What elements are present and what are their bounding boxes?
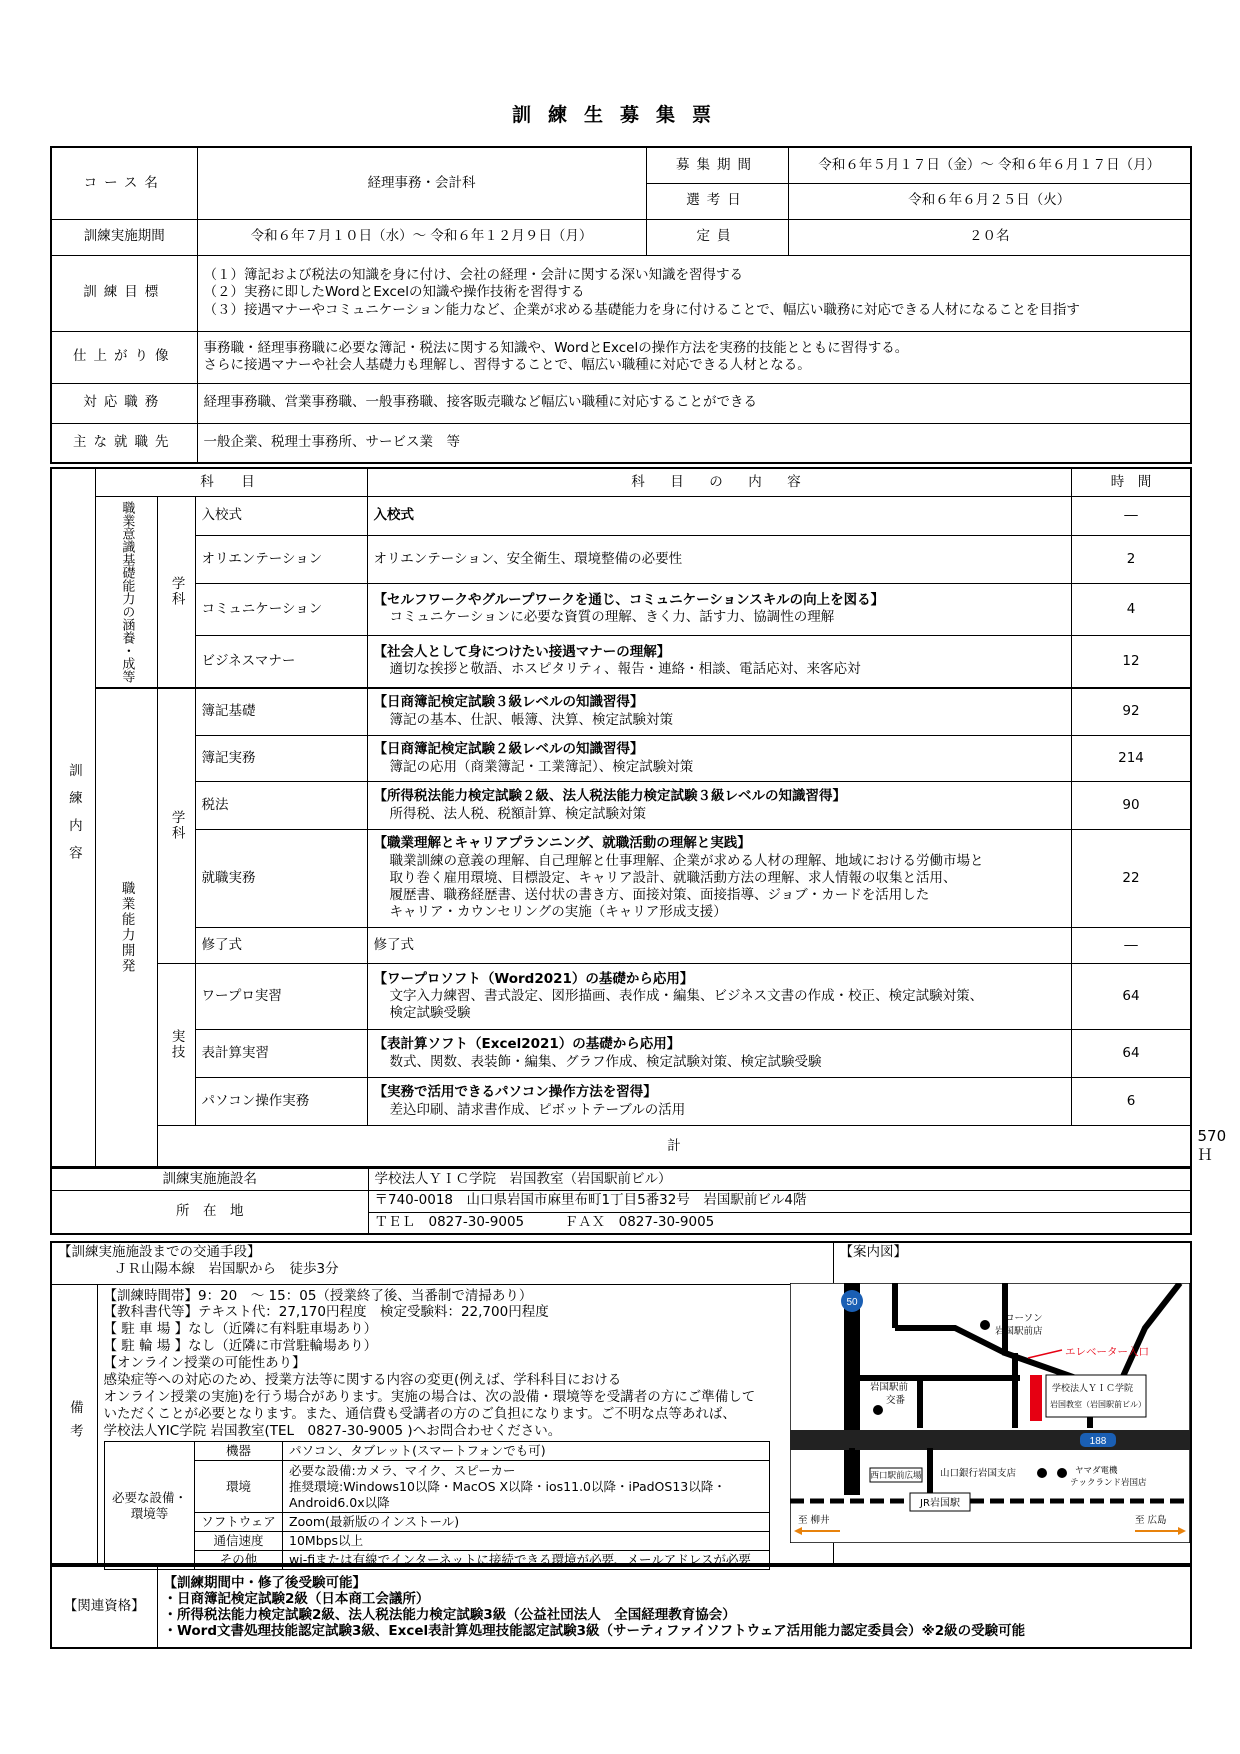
subject-cell: ワープロ実習 [195,964,367,1030]
qualifications-list [157,1566,1191,1648]
remarks-label: 備考 [51,1284,97,1564]
table-row [51,928,1191,964]
remark-line: 感染症等への対応のため、授業方法等に関する内容の変更(例えば、学科科目における [103,1371,622,1388]
course-name-label: コース名 [51,147,197,219]
content-title: 【表計算ソフト（Excel2021）の基礎から応用】 [373,1036,681,1053]
hours-cell: 12 [1071,635,1191,687]
header-content: 科 目 の 内 容 [367,468,1071,496]
qualifications-label: 【関連資格】 [51,1566,157,1648]
route-188-label: 188 [1089,1436,1107,1447]
jobs-text: 経理事務職、営業事務職、一般事務職、接客販売職など幅広い職種に対応することができる [197,383,1191,423]
equip-value: 10Mbps以上 [283,1532,770,1551]
equip-value: wi-fiまたは有線でインターネットに接続できる環境が必要、メールアドレスが必要 [283,1551,770,1570]
remark-line: 【 駐 車 場 】なし（近隣に有料駐車場あり） [103,1321,378,1338]
equip-key: その他 [195,1551,283,1570]
table-row [51,496,1191,536]
phone-fax: ＴＥＬ 0827-30-9005 ＦＡＸ 0827-30-9005 [368,1212,1191,1234]
selection-date: 令和６年６月２５日（火） [788,183,1191,219]
facility-table [50,1167,1192,1235]
table-row [51,583,1191,635]
curriculum-side-label: 訓練内容 [51,468,95,1167]
equip-key: ソフトウェア [195,1513,283,1532]
hours-cell: 64 [1071,964,1191,1030]
group-label-basic: 職業意識基礎能力の涵養・成等 [95,496,157,688]
direction-right-label: 至 広島 [1135,1515,1167,1526]
hours-cell: 90 [1071,782,1191,830]
content-cell [367,536,1071,584]
equip-key: 環境 [195,1461,283,1513]
result-label: 仕上がり像 [51,331,197,383]
remark-line: 【訓練時間帯】9：20 ～ 15：05（授業終了後、当番制で清掃あり） [103,1287,533,1304]
hours-cell: 22 [1071,830,1191,928]
employers-label: 主な就職先 [51,423,197,463]
koban-label-l1: 岩国駅前 [870,1382,909,1393]
content-cell [367,688,1071,736]
employers-text: 一般企業、税理士事務所、サービス業 等 [197,423,1191,463]
facility-name: 学校法人ＹＩＣ学院 岩国教室（岩国駅前ビル） [368,1168,1191,1190]
station-label: JR岩国駅 [920,1498,960,1509]
content-title: 【日商簿記検定試験２級レベルの知識習得】 [373,741,644,758]
subject-cell: 入校式 [195,496,367,536]
content-title: 【社会人として身につけたい接遇マナーの理解】 [373,643,671,660]
kind-label: 実技 [157,964,195,1126]
qualification-line: 【訓練期間中・修了後受験可能】 [163,1574,366,1591]
content-detail: 簿記の応用（商業簿記・工業簿記）、検定試験対策 [389,758,694,775]
content-title: オリエンテーション、安全衛生、環境整備の必要性 [373,550,683,567]
remark-line: 【教科書代等】テキスト代：27,170円程度 検定受験料：22,700円程度 [103,1304,549,1321]
elevator-label: エレベーター入口 [1065,1346,1149,1358]
header-subject: 科 目 [95,468,367,496]
content-title: 【職業理解とキャリアプランニング、就職活動の理解と実践】 [373,835,751,852]
access-cell [51,1242,833,1284]
page-title: 訓練生募集票 [511,104,728,126]
hours-cell: ― [1071,496,1191,536]
content-detail: 数式、関数、表装飾・編集、グラフ作成、検定試験対策、検定試験受験 [389,1053,822,1070]
content-cell [367,928,1071,964]
yamada-icon [1057,1468,1067,1478]
address-label: 所 在 地 [51,1190,368,1234]
content-title: 【実務で活用できるパソコン操作方法を習得】 [373,1084,657,1101]
capacity: ２０名 [788,219,1191,255]
map-label: 【案内図】 [839,1244,907,1260]
subject-cell: ビジネスマナー [195,635,367,687]
content-detail: 簿記の基本、仕訳、帳簿、決算、検定試験対策 [389,711,674,728]
hours-cell: 92 [1071,688,1191,736]
equip-value: 必要な設備:カメラ、マイク、スピーカー 推奨環境:Windows10以降・MacOS X以降・ios11.0以降・iPadOS13以降・ Android6.0x以降 [283,1461,770,1513]
goal-item: （１）簿記および税法の知識を身に付け、会社の経理・会計に関する深い知識を習得する [203,267,743,284]
content-detail: 差込印刷、請求書作成、ピボットテーブルの活用 [389,1101,686,1118]
content-detail: 文字入力練習、書式設定、図形描画、表作成・編集、ビジネス文書の作成・校正、検定試験対策、 検定試験受験 [389,987,984,1022]
content-cell [367,583,1071,635]
table-row [51,830,1191,928]
subject-cell: オリエンテーション [195,536,367,584]
school-label-l2: 岩国教室（岩国駅前ビル） [1050,1400,1146,1409]
training-period-label: 訓練実施期間 [51,219,197,255]
header-hours: 時 間 [1071,468,1191,496]
bus-stop-label: 西口駅前広場 [870,1471,922,1481]
hours-cell: 214 [1071,736,1191,782]
course-name: 経理事務・会計科 [197,147,646,219]
content-detail: 所得税、法人税、税額計算、検定試験対策 [389,805,647,822]
lawson-label-l1: ローソン [1005,1313,1043,1324]
subject-cell: 簿記実務 [195,736,367,782]
subject-cell: 簿記基礎 [195,688,367,736]
result-line: 事務職・経理事務職に必要な簿記・税法に関する知識や、WordとExcelの操作方法を実務的技能とともに習得する。 [203,339,909,356]
goal-item: （２）実務に即したWordとExcelの知識や操作技術を習得する [203,284,585,301]
table-row [51,782,1191,830]
goal-item: （３）接遇マナーやコミュニケーション能力など、企業が求める基礎能力を身に付けることで、幅広い職務に対応できる人材になることを目指す [203,301,1080,318]
address: 〒740-0018 山口県岩国市麻里布町1丁目5番32号 岩国駅前ビル4階 [368,1190,1191,1212]
content-title: 【所得税法能力検定試験２級、法人税法能力検定試験３級レベルの知識習得】 [373,788,847,805]
hours-cell: 64 [1071,1030,1191,1078]
kind-label: 学科 [157,496,195,688]
equip-value: Zoom(最新版のインストール) [283,1513,770,1532]
content-title: 入校式 [373,507,415,524]
table-row [51,536,1191,584]
jobs-label: 対応職務 [51,383,197,423]
building-marker [1030,1375,1042,1421]
access-map [790,1283,1190,1543]
equip-label: 必要な設備・環境等 [105,1442,195,1570]
capacity-label: 定員 [646,219,788,255]
table-row [51,1030,1191,1078]
hours-cell: 4 [1071,583,1191,635]
bank-label: 山口銀行岩国支店 [940,1468,1017,1479]
content-title: 【日商簿記検定試験３級レベルの知識習得】 [373,694,644,711]
qualification-line: ・Word文書処理技能認定試験3級、Excel表計算処理技能認定試験3級（サーティファイソフトウェア活用能力認定委員会）※2級の受験可能 [163,1623,1026,1640]
recruit-period: 令和６年５月１７日（金）～ 令和６年６月１７日（月） [788,147,1191,183]
table-row [51,688,1191,736]
content-cell [367,635,1071,687]
content-cell [367,964,1071,1030]
content-cell [367,830,1071,928]
recruit-period-label: 募集期間 [646,147,788,183]
result-text [197,331,1191,383]
curriculum-table: 訓練内容 科 目 科 目 の 内 容 時 間 職業意識基礎能力の涵養・成等 学科 入校式 入校式 ― オリエンテーション オリエンテーション、安全衛生、環境整備の必要性 2 コミュニケーション 【セルフワークやグループワークを通じ、コミュニケーションスキルの向上を図る】 コミュニケーションに必要な資質の理解、きく力、話す力、協調性の理解 4 ビジネスマナー 【社会人として身につけたい接遇マナーの理解】 適切な挨拶と敬語、ホスピタリティ、報告・連絡・相談、電話応対、来客応対 12 職業能力開発 学科 簿記基礎 【日商簿記検定試験３級レベルの知識習得】 簿記の基本、仕訳、帳簿、決算、検定試験対策 92 簿記実務 【日商簿記検定試験２級レベルの知識習得】 簿記の応用（商業簿記・工業簿記）、検定試験対策 214 税法 【所得税法能力検定試験２級、法人税法能力検定試験３級レベルの知識習得】 所得税、法人税、税額計算、検定試験対策 90 就職実務 【職業理解とキャリアプランニング、就職活動の理解と実践】 職業訓練の意義の理解、自己理解と仕事理解、企業が求める人材の理解、地域における労働市場と 取り巻く雇用環境、目標設定、キャリア設計、就職活動方法の理解、求人情報の収集と活用、 履歴書、職務経歴書、送付状の書き方、面接対策、面接指導、ジョブ・カードを活用した キャリア・カウンセリングの実施（キャリア形成支援） 22 修了式 修了式 ― 実技 ワープロ実習 【ワープロソフト（Word2021）の基礎から応用】 文字入力練習、書式設定、図形描画、表作成・編集、ビジネス文書の作成・校正、検定試験対策、 検定試験受験 64 表計算実習 【表計算ソフト（Excel2021）の基礎から応用】 数式、関数、表装飾・編集、グラフ作成、検定試験対策、検定試験受験 64 パソコン操作実務 【実務で活用できるパソコン操作方法を習得】 差込印刷、請求書作成、ピボットテーブルの活用 6 計 570Ｈ [50,467,1192,1168]
lawson-icon [980,1320,990,1330]
table-row [51,635,1191,687]
subject-cell: コミュニケーション [195,583,367,635]
training-period: 令和６年７月１０日（水）～ 令和６年１２月９日（月） [197,219,646,255]
school-label-l1: 学校法人ＹＩＣ学院 [1052,1384,1134,1394]
content-detail: 適切な挨拶と敬語、ホスピタリティ、報告・連絡・相談、電話応対、来客応対 [389,661,861,678]
remark-line: いただくことが必要となります。また、通信費も受講者の方のご負担になります。ご不明な点等あれば、 [103,1405,736,1422]
goal-list [197,255,1191,331]
group-label-skill: 職業能力開発 [95,688,157,1168]
equipment-table [104,1441,770,1570]
yamada-label-l2: テックランド岩国店 [1070,1478,1147,1488]
content-detail: コミュニケーションに必要な資質の理解、きく力、話す力、協調性の理解 [389,609,835,626]
content-title: 修了式 [373,936,415,953]
subject-cell: 修了式 [195,928,367,964]
qualification-line: ・所得税法能力検定試験2級、法人税法能力検定試験3級（公益社団法人 全国経理教育協会） [163,1607,736,1623]
content-cell [367,1030,1071,1078]
school-box [1046,1375,1146,1417]
lawson-label-l2: 岩国駅前店 [995,1326,1043,1337]
content-title: 【ワープロソフト（Word2021）の基礎から応用】 [373,970,694,987]
content-detail: 職業訓練の意義の理解、自己理解と仕事理解、企業が求める人材の理解、地域における労働市場と 取り巻く雇用環境、目標設定、キャリア設計、就職活動方法の理解、求人情報の収集と活用、 履歴書、職務経歴書、送付状の書き方、面接対策、面接指導、ジョブ・カードを活用した キャリア・カウンセリングの実施（キャリア形成支援） [389,852,984,921]
route-50-label: 50 [846,1297,858,1308]
qualification-line: ・日商簿記検定試験2級（日本商工会議所） [163,1590,430,1607]
remark-line: 【オンライン授業の可能性あり】 [103,1355,306,1371]
course-info-table [50,146,1192,464]
equip-value: パソコン、タブレット(スマートフォンでも可) [283,1442,770,1461]
koban-icon [873,1405,883,1415]
content-cell [367,1078,1071,1126]
content-cell [367,736,1071,782]
hours-cell: 2 [1071,536,1191,584]
result-line: さらに接遇マナーや社会人基礎力も理解し、習得することで、幅広い職種に対応できる人材となる。 [203,357,811,373]
table-row [51,736,1191,782]
subject-cell: パソコン操作実務 [195,1078,367,1126]
access-text: ＪＲ山陽本線 岩国駅から 徒歩3分 [114,1261,339,1278]
table-row [51,1078,1191,1126]
remark-line: オンライン授業の実施)を行う場合があります。実施の場合は、次の設備・環境等を受講者の方にご準備して [103,1388,756,1405]
selection-date-label: 選考日 [646,183,788,219]
subject-cell: 就職実務 [195,830,367,928]
table-row [51,964,1191,1030]
subject-cell: 表計算実習 [195,1030,367,1078]
yamada-label-l1: ヤマダ電機 [1075,1466,1118,1476]
content-cell [367,496,1071,536]
total-label: 計 [157,1126,1191,1168]
remark-line: 【 駐 輪 場 】なし（近隣に市営駐輪場あり） [103,1338,378,1355]
goal-label: 訓練目標 [51,255,197,331]
qualifications-table [50,1565,1192,1649]
equip-key: 通信速度 [195,1532,283,1551]
facility-name-label: 訓練実施施設名 [51,1168,368,1190]
bank-icon [1037,1468,1047,1478]
subject-cell: 税法 [195,782,367,830]
kind-label: 学科 [157,688,195,964]
hours-cell: 6 [1071,1078,1191,1126]
direction-left-label: 至 柳井 [798,1515,830,1526]
koban-label-l2: 交番 [886,1395,906,1406]
access-label: 【訓練実施施設までの交通手段】 [58,1244,261,1260]
remark-line: 学校法人YIC学院 岩国教室(TEL 0827-30-9005 )へお問合わせください。 [103,1422,562,1439]
content-title: 【セルフワークやグループワークを通じ、コミュニケーションスキルの向上を図る】 [373,592,885,609]
content-cell [367,782,1071,830]
equip-key: 機器 [195,1442,283,1461]
hours-cell: ― [1071,928,1191,964]
